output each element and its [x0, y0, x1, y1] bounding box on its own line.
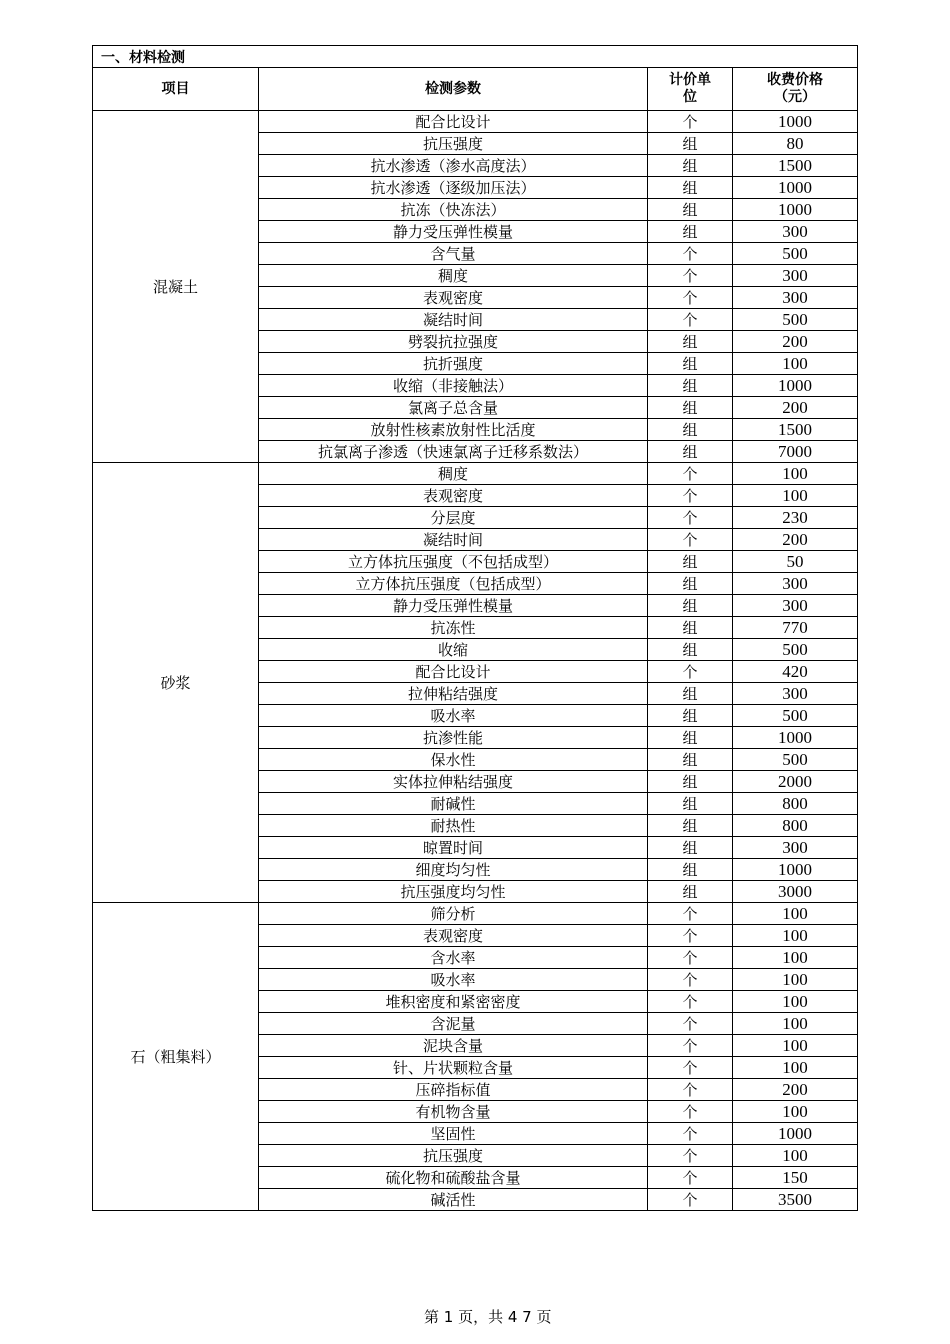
price-cell: 100 [733, 1013, 858, 1035]
price-cell: 300 [733, 221, 858, 243]
unit-cell: 组 [648, 595, 733, 617]
price-cell: 300 [733, 573, 858, 595]
unit-cell: 组 [648, 881, 733, 903]
unit-cell: 组 [648, 199, 733, 221]
unit-cell: 个 [648, 903, 733, 925]
unit-cell: 组 [648, 573, 733, 595]
price-cell: 3000 [733, 881, 858, 903]
param-cell: 抗压强度 [259, 133, 648, 155]
param-cell: 抗折强度 [259, 353, 648, 375]
param-cell: 抗水渗透（逐级加压法） [259, 177, 648, 199]
header-price [733, 68, 858, 111]
category-cell: 混凝土 [93, 111, 259, 463]
price-cell: 300 [733, 265, 858, 287]
price-cell: 500 [733, 309, 858, 331]
price-cell: 100 [733, 485, 858, 507]
param-cell: 稠度 [259, 463, 648, 485]
unit-cell: 个 [648, 947, 733, 969]
param-cell: 表观密度 [259, 485, 648, 507]
unit-cell: 个 [648, 529, 733, 551]
param-cell: 坚固性 [259, 1123, 648, 1145]
unit-cell: 组 [648, 793, 733, 815]
unit-cell: 组 [648, 353, 733, 375]
unit-cell: 组 [648, 639, 733, 661]
price-cell: 80 [733, 133, 858, 155]
unit-cell: 个 [648, 1079, 733, 1101]
param-cell: 保水性 [259, 749, 648, 771]
unit-cell: 个 [648, 1035, 733, 1057]
price-cell: 3500 [733, 1189, 858, 1211]
unit-cell: 个 [648, 1189, 733, 1211]
param-cell: 含水率 [259, 947, 648, 969]
price-cell: 500 [733, 749, 858, 771]
price-cell: 500 [733, 639, 858, 661]
unit-cell: 个 [648, 463, 733, 485]
param-cell: 配合比设计 [259, 661, 648, 683]
price-cell: 300 [733, 837, 858, 859]
param-cell: 耐热性 [259, 815, 648, 837]
price-cell: 230 [733, 507, 858, 529]
unit-cell: 个 [648, 243, 733, 265]
price-cell: 100 [733, 969, 858, 991]
param-cell: 泥块含量 [259, 1035, 648, 1057]
price-cell: 100 [733, 1035, 858, 1057]
price-cell: 500 [733, 243, 858, 265]
unit-cell: 组 [648, 551, 733, 573]
param-cell: 含泥量 [259, 1013, 648, 1035]
unit-cell: 个 [648, 969, 733, 991]
param-cell: 表观密度 [259, 287, 648, 309]
fee-table [92, 45, 858, 1211]
unit-cell: 组 [648, 683, 733, 705]
price-cell: 100 [733, 353, 858, 375]
param-cell: 凝结时间 [259, 529, 648, 551]
price-cell: 150 [733, 1167, 858, 1189]
param-cell: 筛分析 [259, 903, 648, 925]
price-cell: 1000 [733, 1123, 858, 1145]
unit-cell: 组 [648, 177, 733, 199]
param-cell: 凝结时间 [259, 309, 648, 331]
category-cell: 石（粗集料） [93, 903, 259, 1211]
header-unit-text: 计价单位 [669, 72, 711, 105]
section-title: 一、材料检测 [93, 46, 858, 68]
param-cell: 细度均匀性 [259, 859, 648, 881]
unit-cell: 组 [648, 815, 733, 837]
unit-cell: 个 [648, 1145, 733, 1167]
price-cell: 50 [733, 551, 858, 573]
header-item: 项目 [93, 68, 259, 111]
header-unit [648, 68, 733, 111]
unit-cell: 个 [648, 925, 733, 947]
unit-cell: 组 [648, 727, 733, 749]
unit-cell: 个 [648, 485, 733, 507]
unit-cell: 组 [648, 859, 733, 881]
param-cell: 晾置时间 [259, 837, 648, 859]
price-cell: 100 [733, 991, 858, 1013]
price-cell: 770 [733, 617, 858, 639]
param-cell: 立方体抗压强度（包括成型） [259, 573, 648, 595]
param-cell: 抗冻性 [259, 617, 648, 639]
unit-cell: 组 [648, 133, 733, 155]
param-cell: 收缩 [259, 639, 648, 661]
param-cell: 实体拉伸粘结强度 [259, 771, 648, 793]
price-cell: 1500 [733, 155, 858, 177]
price-cell: 300 [733, 595, 858, 617]
param-cell: 立方体抗压强度（不包括成型） [259, 551, 648, 573]
param-cell: 有机物含量 [259, 1101, 648, 1123]
param-cell: 稠度 [259, 265, 648, 287]
param-cell: 抗水渗透（渗水高度法） [259, 155, 648, 177]
price-cell: 100 [733, 463, 858, 485]
unit-cell: 组 [648, 155, 733, 177]
unit-cell: 组 [648, 771, 733, 793]
unit-cell: 组 [648, 749, 733, 771]
unit-cell: 个 [648, 991, 733, 1013]
unit-cell: 个 [648, 1167, 733, 1189]
price-cell: 1000 [733, 375, 858, 397]
price-cell: 100 [733, 903, 858, 925]
header-param: 检测参数 [259, 68, 648, 111]
unit-cell: 个 [648, 309, 733, 331]
unit-cell: 个 [648, 661, 733, 683]
price-cell: 500 [733, 705, 858, 727]
param-cell: 耐碱性 [259, 793, 648, 815]
category-cell: 砂浆 [93, 463, 259, 903]
param-cell: 压碎指标值 [259, 1079, 648, 1101]
price-cell: 200 [733, 529, 858, 551]
price-cell: 1000 [733, 199, 858, 221]
price-cell: 1000 [733, 859, 858, 881]
unit-cell: 个 [648, 507, 733, 529]
price-cell: 100 [733, 1145, 858, 1167]
param-cell: 抗渗性能 [259, 727, 648, 749]
param-cell: 含气量 [259, 243, 648, 265]
table-row [93, 903, 858, 925]
price-cell: 1000 [733, 727, 858, 749]
param-cell: 硫化物和硫酸盐含量 [259, 1167, 648, 1189]
section-title-row [93, 46, 858, 68]
price-cell: 1500 [733, 419, 858, 441]
unit-cell: 组 [648, 837, 733, 859]
header-row [93, 68, 858, 111]
price-cell: 200 [733, 397, 858, 419]
price-cell: 100 [733, 1057, 858, 1079]
unit-cell: 个 [648, 1057, 733, 1079]
price-cell: 800 [733, 793, 858, 815]
price-cell: 1000 [733, 177, 858, 199]
param-cell: 抗氯离子渗透（快速氯离子迁移系数法） [259, 441, 648, 463]
param-cell: 配合比设计 [259, 111, 648, 133]
param-cell: 劈裂抗拉强度 [259, 331, 648, 353]
price-cell: 100 [733, 947, 858, 969]
param-cell: 表观密度 [259, 925, 648, 947]
price-cell: 300 [733, 683, 858, 705]
unit-cell: 组 [648, 705, 733, 727]
param-cell: 静力受压弹性模量 [259, 221, 648, 243]
param-cell: 氯离子总含量 [259, 397, 648, 419]
price-cell: 300 [733, 287, 858, 309]
unit-cell: 组 [648, 375, 733, 397]
param-cell: 吸水率 [259, 969, 648, 991]
price-cell: 100 [733, 925, 858, 947]
param-cell: 针、片状颗粒含量 [259, 1057, 648, 1079]
price-cell: 100 [733, 1101, 858, 1123]
unit-cell: 个 [648, 1101, 733, 1123]
unit-cell: 组 [648, 397, 733, 419]
unit-cell: 个 [648, 287, 733, 309]
table-body [93, 111, 858, 1211]
unit-cell: 个 [648, 111, 733, 133]
price-cell: 420 [733, 661, 858, 683]
table-row [93, 463, 858, 485]
param-cell: 抗压强度 [259, 1145, 648, 1167]
param-cell: 放射性核素放射性比活度 [259, 419, 648, 441]
unit-cell: 组 [648, 221, 733, 243]
param-cell: 抗压强度均匀性 [259, 881, 648, 903]
price-cell: 7000 [733, 441, 858, 463]
price-cell: 200 [733, 1079, 858, 1101]
header-price-text: 收费价格（元） [767, 72, 823, 105]
price-cell: 2000 [733, 771, 858, 793]
unit-cell: 个 [648, 1013, 733, 1035]
unit-cell: 组 [648, 441, 733, 463]
param-cell: 收缩（非接触法） [259, 375, 648, 397]
table-row [93, 111, 858, 133]
unit-cell: 组 [648, 617, 733, 639]
page-footer: 第 1 页，共 4 7 页 [424, 1308, 552, 1326]
price-cell: 1000 [733, 111, 858, 133]
unit-cell: 个 [648, 1123, 733, 1145]
price-cell: 800 [733, 815, 858, 837]
param-cell: 碱活性 [259, 1189, 648, 1211]
unit-cell: 个 [648, 265, 733, 287]
param-cell: 拉伸粘结强度 [259, 683, 648, 705]
param-cell: 分层度 [259, 507, 648, 529]
price-cell: 200 [733, 331, 858, 353]
param-cell: 堆积密度和紧密密度 [259, 991, 648, 1013]
param-cell: 吸水率 [259, 705, 648, 727]
unit-cell: 组 [648, 419, 733, 441]
param-cell: 静力受压弹性模量 [259, 595, 648, 617]
unit-cell: 组 [648, 331, 733, 353]
param-cell: 抗冻（快冻法） [259, 199, 648, 221]
fee-schedule-sheet [92, 45, 857, 1211]
